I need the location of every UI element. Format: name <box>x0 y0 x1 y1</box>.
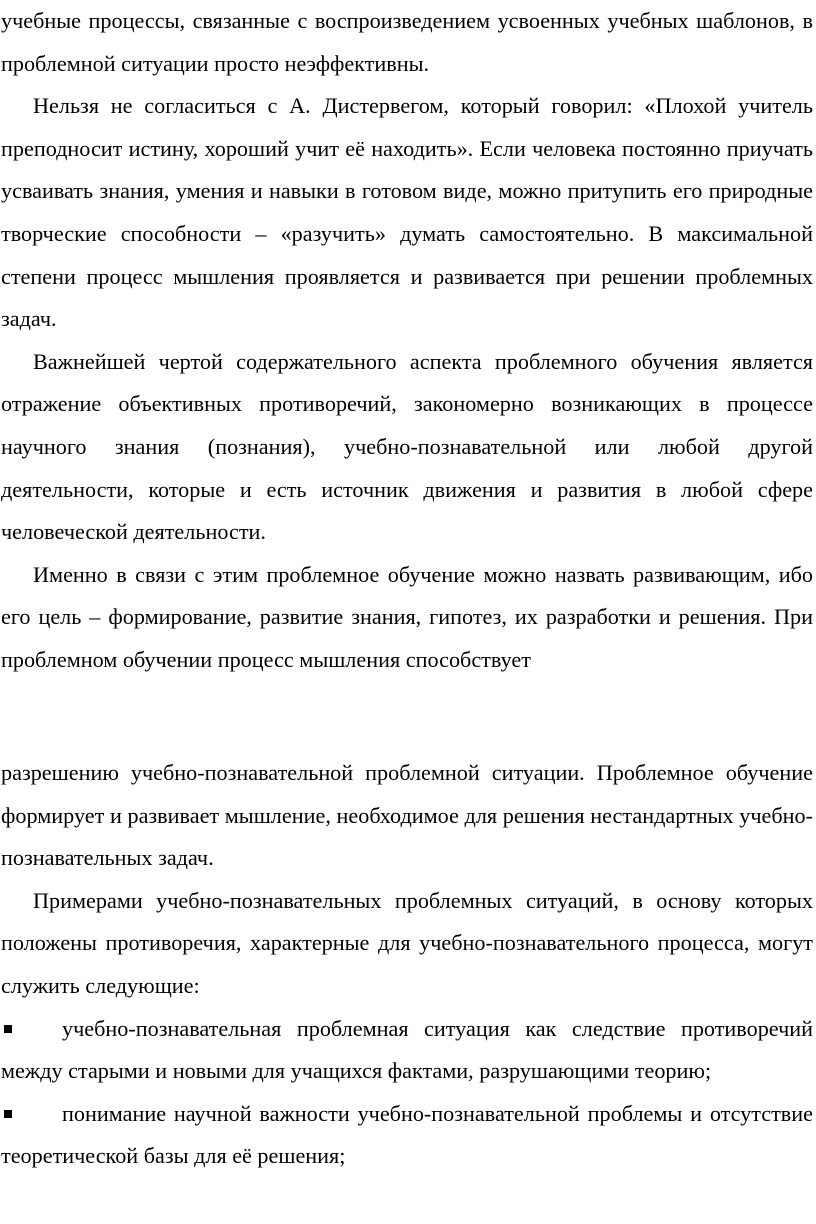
list-item-text: понимание научной важности учебно-познавательной проблемы и отсутствие теоретической базы для её решения; <box>1 1100 813 1169</box>
list-item <box>1 1008 813 1093</box>
paragraph-contradictions: Важнейшей чертой содержательного аспекта проблемного обучения является отражение объективных противоречий, закономерно возникающих в процессе научного знания (познания), учебно-познавательной или любой другой деятельности, которые и есть источник движения и развития в любой сфере человеческой деятельности. <box>1 348 813 545</box>
list-item <box>1 1093 813 1178</box>
paragraph-examples-intro: Примерами учебно-познавательных проблемных ситуаций, в основу которых положены противоречия, характерные для учебно-познавательного процесса, могут служить следующие: <box>1 887 813 998</box>
square-bullet-icon <box>1 1008 62 1051</box>
top-section <box>1 0 813 682</box>
list-item-text: учебно-познавательная проблемная ситуация как следствие противоречий между старыми и новыми для учащихся фактами, разрушающими теорию; <box>1 1015 813 1084</box>
paragraph-resolution: разрешению учебно-познавательной проблемной ситуации. Проблемное обучение формирует и развивает мышление, необходимое для решения нестандартных учебно-познавательных задач. <box>1 760 813 871</box>
paragraph-continuation: учебные процессы, связанные с воспроизведением усвоенных учебных шаблонов, в проблемной ситуации просто неэффективны. <box>1 8 813 76</box>
paragraph-developing-learning: Именно в связи с этим проблемное обучение можно назвать развивающим, ибо его цель – формирование, развитие знания, гипотез, их разработки и решения. При проблемном обучении процесс мышления способствует <box>1 561 813 672</box>
paragraph-disterweg-quote: Нельзя не согласиться с А. Дистервегом, который говорил: «Плохой учитель преподносит истину, хороший учит её находить». Если человека постоянно приучать усваивать знания, умения и навыки в готовом виде, можно притупить его природные творческие способности – «разучить» думать самостоятельно. В максимальной степени процесс мышления проявляется и развивается при решении проблемных задач. <box>1 93 813 332</box>
bottom-section <box>1 752 813 1178</box>
square-bullet-icon <box>1 1093 62 1136</box>
